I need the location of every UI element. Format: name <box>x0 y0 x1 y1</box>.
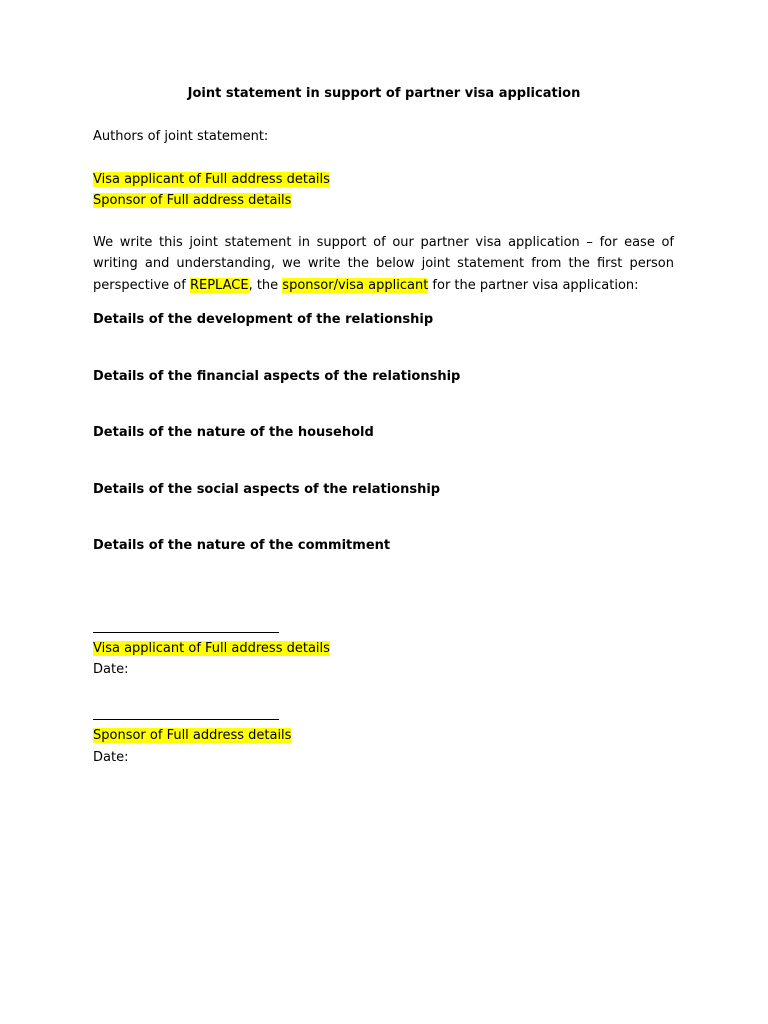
author-applicant-text: Visa applicant of Full address details <box>93 172 330 187</box>
signature-applicant-text: Visa applicant of Full address details <box>93 641 330 656</box>
intro-part2: , the <box>248 277 283 293</box>
heading-social: Details of the social aspects of the relationship <box>93 482 441 497</box>
signature-applicant-date: Date: <box>93 662 129 677</box>
intro-part1: We write this joint statement in support of our partner visa application – for ease of writing and understanding, we write the below joint statement from the first person perspective of <box>93 235 674 293</box>
heading-development: Details of the development of the relationship <box>93 312 434 327</box>
heading-financial: Details of the financial aspects of the relationship <box>93 369 461 384</box>
intro-paragraph <box>93 232 674 296</box>
authors-label: Authors of joint statement: <box>93 129 269 144</box>
heading-household: Details of the nature of the household <box>93 425 374 440</box>
signature-line-applicant <box>93 632 279 633</box>
replace-placeholder: REPLACE <box>189 277 249 293</box>
author-sponsor <box>93 190 291 211</box>
intro-part3: for the partner visa application: <box>428 277 639 293</box>
heading-commitment: Details of the nature of the commitment <box>93 538 391 553</box>
role-placeholder: sponsor/visa applicant <box>282 277 429 293</box>
author-applicant <box>93 169 330 190</box>
signature-sponsor-text: Sponsor of Full address details <box>93 728 292 743</box>
signature-sponsor-date: Date: <box>93 750 129 765</box>
signature-applicant-name <box>93 638 330 659</box>
signature-sponsor-name <box>93 725 291 746</box>
signature-line-sponsor <box>93 719 279 720</box>
document-title: Joint statement in support of partner visa application <box>187 86 581 101</box>
author-sponsor-text: Sponsor of Full address details <box>93 193 292 208</box>
